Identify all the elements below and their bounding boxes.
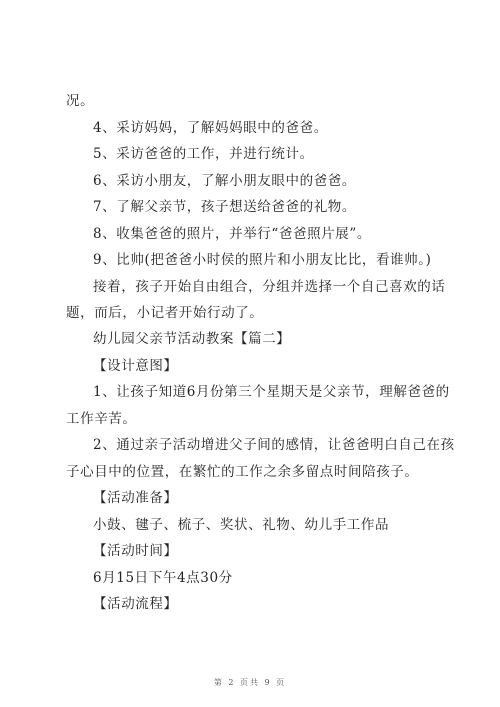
section-title: 幼儿园父亲节活动教案【篇二】	[93, 331, 291, 347]
section-heading: 【活动准备】	[93, 490, 178, 506]
section-heading: 【活动流程】	[93, 596, 178, 612]
paragraph-line: 接着，孩子开始自由组合，分组并选择一个自己喜欢的话	[93, 279, 446, 295]
paragraph-line: 6月15日下午4点30分	[93, 570, 233, 586]
paragraph-line: 小鼓、毽子、梳子、奖状、礼物、幼儿手工作品	[93, 517, 390, 533]
section-heading: 【设计意图】	[93, 358, 178, 374]
paragraph-line: 2、通过亲子活动增进父子间的感情，让爸爸明白自己在孩	[93, 437, 455, 453]
page-number: 第 2 页共 9 页	[213, 678, 287, 687]
section-heading: 【活动时间】	[93, 543, 178, 559]
paragraph-line: 1、让孩子知道6月份第三个星期天是父亲节，理解爸爸的	[93, 384, 450, 400]
text-line: 况。	[66, 93, 95, 109]
paragraph-line: 子心目中的位置，在繁忙的工作之余多留点时间陪孩子。	[66, 464, 419, 480]
paragraph-line: 工作辛苦。	[66, 411, 137, 427]
list-item: 9、比帅(把爸爸小时侯的照片和小朋友比比，看谁帅。)	[93, 252, 432, 268]
list-item: 6、采访小朋友，了解小朋友眼中的爸爸。	[93, 173, 356, 189]
list-item: 7、了解父亲节，孩子想送给爸爸的礼物。	[93, 199, 356, 215]
list-item: 8、收集爸爸的照片，并举行“爸爸照片展”。	[93, 226, 371, 242]
paragraph-line: 题，而后，小记者开始行动了。	[66, 305, 264, 321]
list-item: 5、采访爸爸的工作，并进行统计。	[93, 146, 314, 162]
list-item: 4、采访妈妈，了解妈妈眼中的爸爸。	[93, 120, 328, 136]
